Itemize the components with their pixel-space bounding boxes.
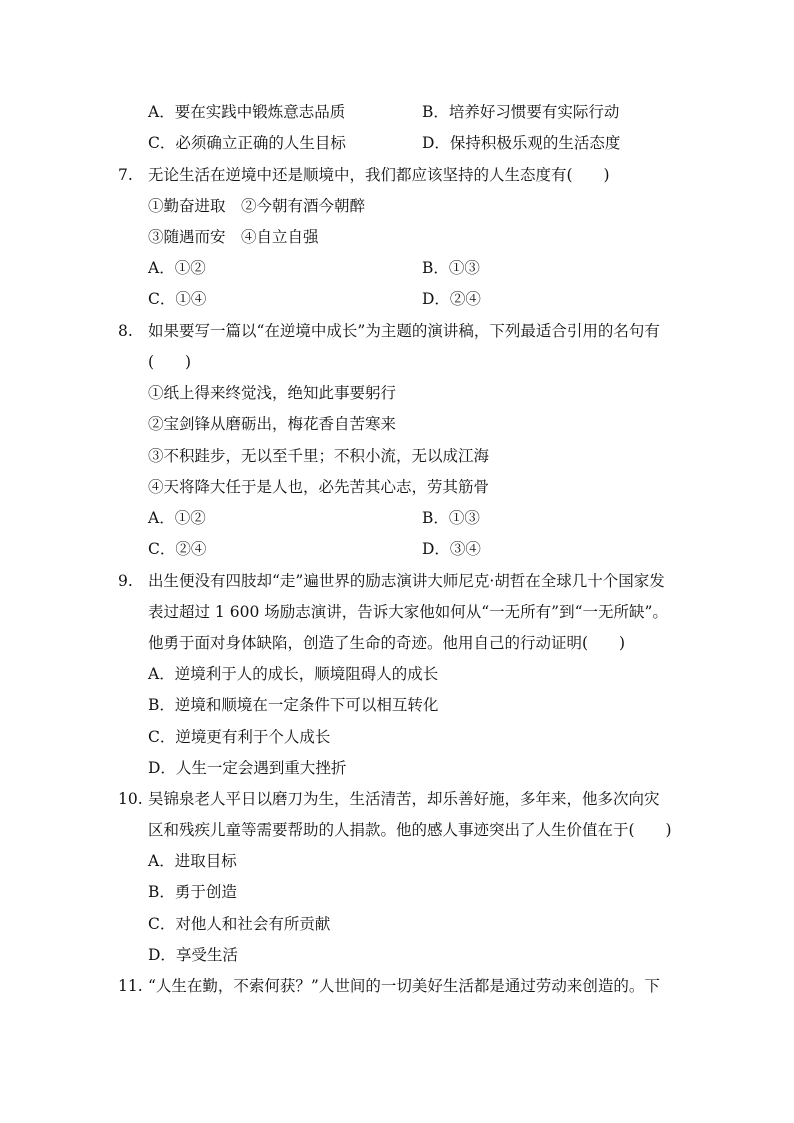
q10-stem-line2: 区和残疾儿童等需要帮助的人捐款。他的感人事迹突出了人生价值在于( ) [148, 821, 672, 839]
q7-items-line2: ③随遇而安 ④自立自强 [148, 228, 319, 246]
q10-stem-line1: 吴锦泉老人平日以磨刀为生，生活清苦，却乐善好施，多年来，他多次向灾 [148, 790, 660, 808]
q9-option-b: B．逆境和顺境在一定条件下可以相互转化 [148, 696, 439, 714]
q8-option-c: C．②④ [148, 540, 207, 558]
q8-item-3: ③不积跬步，无以至千里；不积小流，无以成江海 [148, 447, 490, 465]
q7-stem: 无论生活在逆境中还是顺境中，我们都应该坚持的人生态度有( ) [148, 166, 610, 184]
q10-option-d: D．享受生活 [148, 946, 238, 964]
q8-option-b: B．①③ [422, 509, 480, 527]
q8-item-2: ②宝剑锋从磨砺出，梅花香自苦寒来 [148, 415, 397, 433]
q8-number: 8. [118, 322, 133, 340]
q10-number: 10. [118, 790, 143, 808]
q8-item-4: ④天将降大任于是人也，必先苦其心志，劳其筋骨 [148, 478, 490, 496]
q8-item-1: ①纸上得来终觉浅，绝知此事要躬行 [148, 384, 397, 402]
q7-items-line1: ①勤奋进取 ②今朝有酒今朝醉 [148, 197, 366, 215]
q6-option-c: C．必须确立正确的人生目标 [148, 134, 346, 152]
q9-stem-line1: 出生便没有四肢却“走”遍世界的励志演讲大师尼克·胡哲在全球几十个国家发 [148, 572, 665, 590]
q6-option-a: A．要在实践中锻炼意志品质 [148, 103, 346, 121]
q8-option-d: D．③④ [422, 540, 481, 558]
q10-option-b: B．勇于创造 [148, 883, 237, 901]
q9-option-a: A．逆境利于人的成长，顺境阻碍人的成长 [148, 665, 439, 683]
q7-option-a: A．①② [148, 259, 206, 277]
q6-option-d: D．保持积极乐观的生活态度 [422, 134, 621, 152]
q8-stem-line2: ( ) [148, 353, 192, 371]
q8-stem-line1: 如果要写一篇以“在逆境中成长”为主题的演讲稿，下列最适合引用的名句有 [148, 322, 660, 340]
q9-number: 9. [118, 572, 133, 590]
q7-option-c: C．①④ [148, 290, 207, 308]
q9-stem-line3: 他勇于面对身体缺陷，创造了生命的奇迹。他用自己的行动证明( ) [148, 634, 626, 652]
q10-option-a: A．进取目标 [148, 852, 237, 870]
q7-option-b: B．①③ [422, 259, 480, 277]
q9-option-c: C．逆境更有利于个人成长 [148, 728, 331, 746]
q8-option-a: A．①② [148, 509, 206, 527]
q6-option-b: B．培养好习惯要有实际行动 [422, 103, 620, 121]
q10-option-c: C．对他人和社会有所贡献 [148, 915, 331, 933]
q11-number: 11. [118, 977, 143, 995]
q9-option-d: D．人生一定会遇到重大挫折 [148, 759, 347, 777]
q11-stem-line1: “人生在勤，不索何获？”人世间的一切美好生活都是通过劳动来创造的。下 [148, 977, 660, 995]
q7-option-d: D．②④ [422, 290, 481, 308]
q9-stem-line2: 表过超过 1 600 场励志演讲，告诉大家他如何从“一无所有”到“一无所缺”。 [148, 603, 668, 621]
q7-number: 7. [118, 166, 133, 184]
